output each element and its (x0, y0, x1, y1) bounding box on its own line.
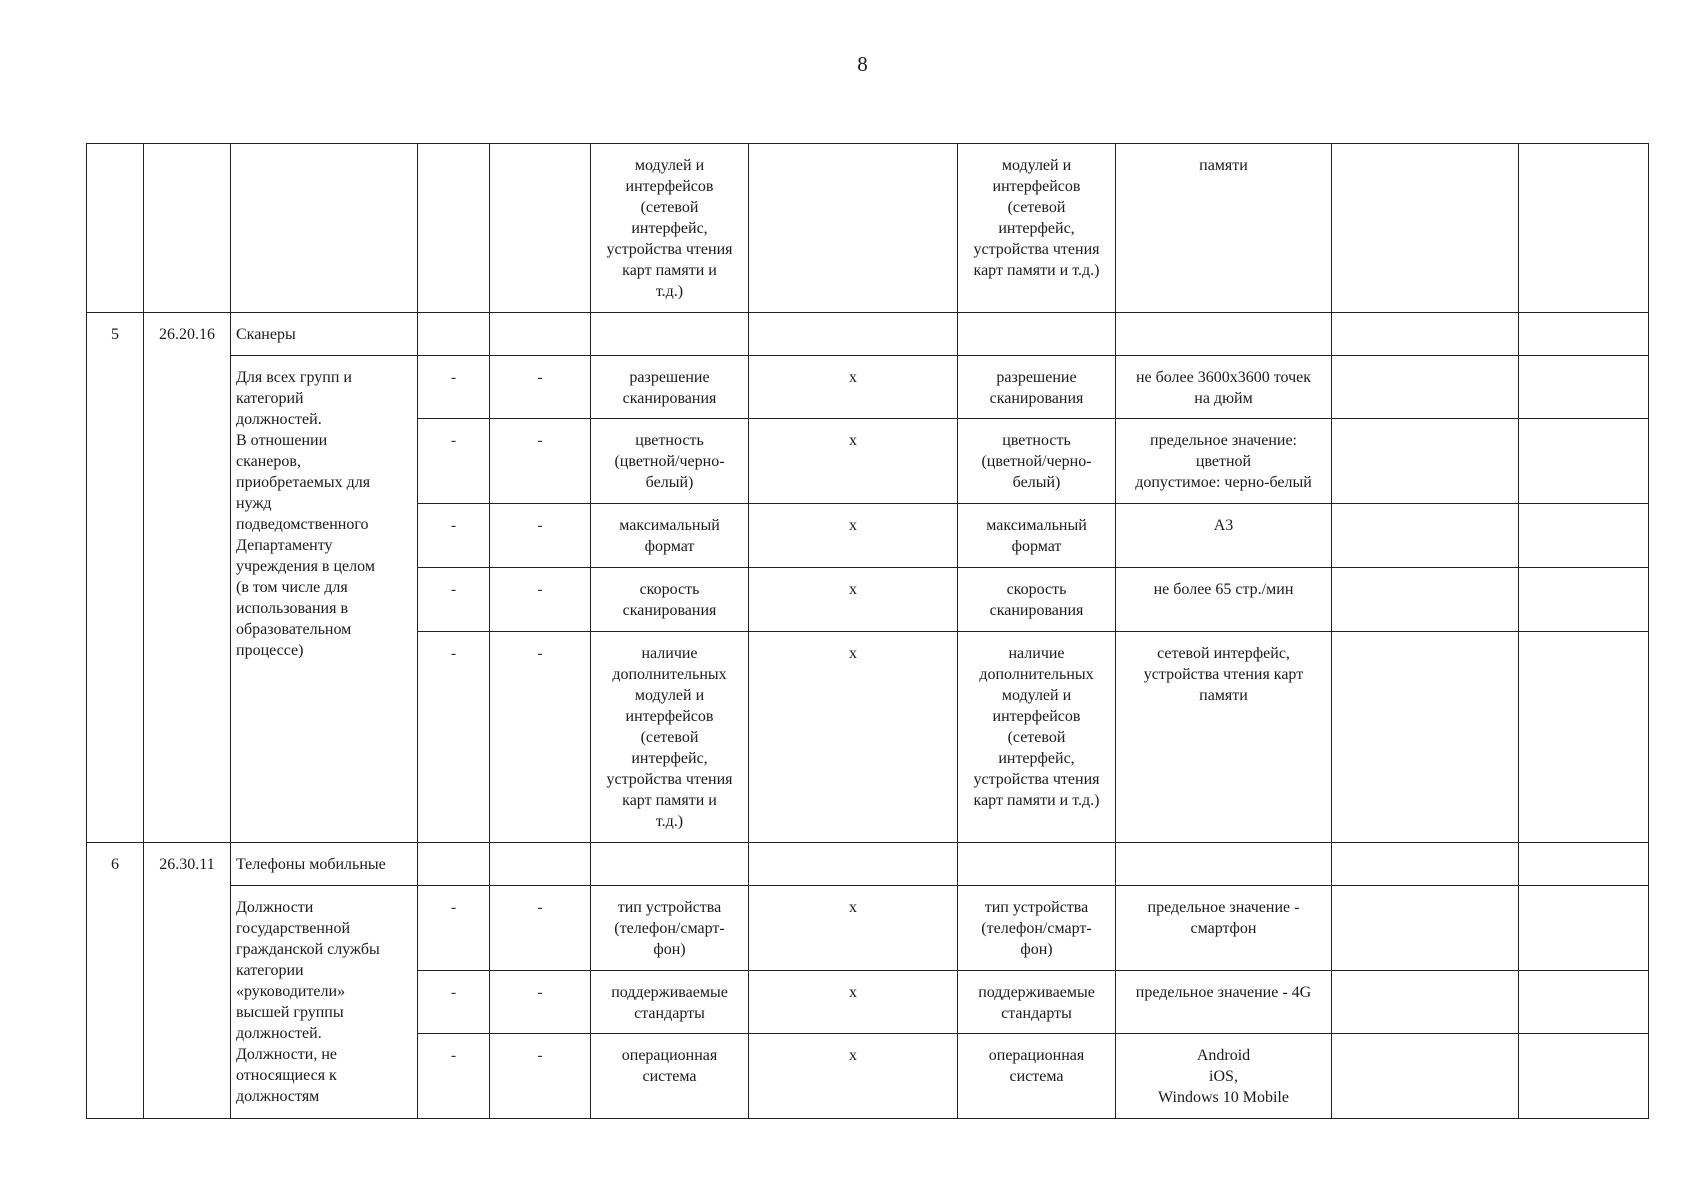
cell-c9: сетевой интерфейс, устройства чтения карт памяти (1116, 632, 1332, 843)
cell-c6 (591, 313, 749, 356)
cell-c10 (1332, 144, 1519, 313)
cell-c8: тип устройства (телефон/смарт- фон) (958, 886, 1116, 971)
cell-c9: Android iOS, Windows 10 Mobile (1116, 1034, 1332, 1119)
page-number: 8 (857, 52, 868, 76)
cell-c7: x (749, 356, 958, 419)
cell-c6: разрешение сканирования (591, 356, 749, 419)
cell-c9: не более 3600x3600 точек на дюйм (1116, 356, 1332, 419)
cell-c8: наличие дополнительных модулей и интерфейсов (сетевой интерфейс, устройства чтения карт памяти и т.д.) (958, 632, 1116, 843)
cell-c9: предельное значение - 4G (1116, 971, 1332, 1034)
cell-c4: - (418, 886, 490, 971)
cell-c4: - (418, 568, 490, 632)
cell-code (144, 144, 231, 313)
cell-name: Телефоны мобильные (231, 843, 418, 886)
cell-c6: модулей и интерфейсов (сетевой интерфейс, устройства чтения карт памяти и т.д.) (591, 144, 749, 313)
cell-c9: памяти (1116, 144, 1332, 313)
cell-c6 (591, 843, 749, 886)
cell-c10 (1332, 843, 1519, 886)
cell-c4: - (418, 1034, 490, 1119)
cell-c10 (1332, 356, 1519, 419)
cell-c6: тип устройства (телефон/смарт- фон) (591, 886, 749, 971)
cell-num: 5 (87, 313, 144, 843)
cell-c4: - (418, 971, 490, 1034)
cell-c10 (1332, 632, 1519, 843)
cell-c7: x (749, 886, 958, 971)
cell-code: 26.20.16 (144, 313, 231, 843)
cell-c5 (490, 144, 591, 313)
cell-c4: - (418, 632, 490, 843)
cell-c11 (1519, 1034, 1649, 1119)
cell-c11 (1519, 313, 1649, 356)
table-row-group-header (87, 313, 1649, 356)
cell-c11 (1519, 632, 1649, 843)
cell-c6: скорость сканирования (591, 568, 749, 632)
cell-c8: модулей и интерфейсов (сетевой интерфейс, устройства чтения карт памяти и т.д.) (958, 144, 1116, 313)
cell-c5: - (490, 568, 591, 632)
cell-c4: - (418, 419, 490, 504)
cell-name: Сканеры (231, 313, 418, 356)
cell-c6: операционная система (591, 1034, 749, 1119)
cell-num: 6 (87, 843, 144, 1119)
cell-c6: максимальный формат (591, 504, 749, 568)
cell-c11 (1519, 144, 1649, 313)
cell-c6: цветность (цветной/черно- белый) (591, 419, 749, 504)
cell-c8: цветность (цветной/черно- белый) (958, 419, 1116, 504)
cell-c11 (1519, 971, 1649, 1034)
cell-c10 (1332, 419, 1519, 504)
cell-c9: А3 (1116, 504, 1332, 568)
cell-c11 (1519, 419, 1649, 504)
cell-c5 (490, 313, 591, 356)
cell-c8 (958, 313, 1116, 356)
cell-c4 (418, 843, 490, 886)
cell-c9: не более 65 стр./мин (1116, 568, 1332, 632)
cell-c7: x (749, 1034, 958, 1119)
cell-c9 (1116, 313, 1332, 356)
cell-category: Должности государственной гражданской службы категории «руководители» высшей группы должностей. Должности, не относящиеся к должностям (231, 886, 418, 1119)
cell-c7: x (749, 419, 958, 504)
cell-c5: - (490, 356, 591, 419)
cell-c5: - (490, 886, 591, 971)
table-row-group-header (87, 843, 1649, 886)
specification-table (86, 143, 1649, 1119)
cell-c9: предельное значение: цветной допустимое: черно-белый (1116, 419, 1332, 504)
cell-c5: - (490, 504, 591, 568)
cell-c5 (490, 843, 591, 886)
cell-c6: поддерживаемые стандарты (591, 971, 749, 1034)
cell-c4: - (418, 504, 490, 568)
cell-c11 (1519, 504, 1649, 568)
cell-c10 (1332, 1034, 1519, 1119)
cell-c4: - (418, 356, 490, 419)
cell-c5: - (490, 419, 591, 504)
cell-c8: максимальный формат (958, 504, 1116, 568)
table-row (87, 144, 1649, 313)
table-row (87, 886, 1649, 971)
cell-c9: предельное значение - смартфон (1116, 886, 1332, 971)
cell-c6: наличие дополнительных модулей и интерфейсов (сетевой интерфейс, устройства чтения карт памяти и т.д.) (591, 632, 749, 843)
cell-c8: поддерживаемые стандарты (958, 971, 1116, 1034)
cell-c7: x (749, 971, 958, 1034)
cell-c10 (1332, 568, 1519, 632)
table-row (87, 356, 1649, 419)
cell-code: 26.30.11 (144, 843, 231, 1119)
cell-c5: - (490, 971, 591, 1034)
cell-c7 (749, 313, 958, 356)
cell-c9 (1116, 843, 1332, 886)
cell-c8: операционная система (958, 1034, 1116, 1119)
cell-c10 (1332, 886, 1519, 971)
cell-c8: скорость сканирования (958, 568, 1116, 632)
cell-c7: x (749, 504, 958, 568)
cell-c11 (1519, 356, 1649, 419)
cell-c5: - (490, 632, 591, 843)
cell-c10 (1332, 971, 1519, 1034)
cell-name (231, 144, 418, 313)
cell-c7: x (749, 632, 958, 843)
cell-c11 (1519, 568, 1649, 632)
cell-category: Для всех групп и категорий должностей. В отношении сканеров, приобретаемых для нужд подведомственного Департаменту учреждения в целом (в том числе для использования в образовательном процессе) (231, 356, 418, 843)
cell-c8: разрешение сканирования (958, 356, 1116, 419)
cell-c8 (958, 843, 1116, 886)
cell-c4 (418, 144, 490, 313)
cell-c4 (418, 313, 490, 356)
cell-c7 (749, 144, 958, 313)
cell-c11 (1519, 843, 1649, 886)
cell-c7: x (749, 568, 958, 632)
cell-c10 (1332, 504, 1519, 568)
cell-c7 (749, 843, 958, 886)
cell-num (87, 144, 144, 313)
cell-c5: - (490, 1034, 591, 1119)
cell-c11 (1519, 886, 1649, 971)
cell-c10 (1332, 313, 1519, 356)
